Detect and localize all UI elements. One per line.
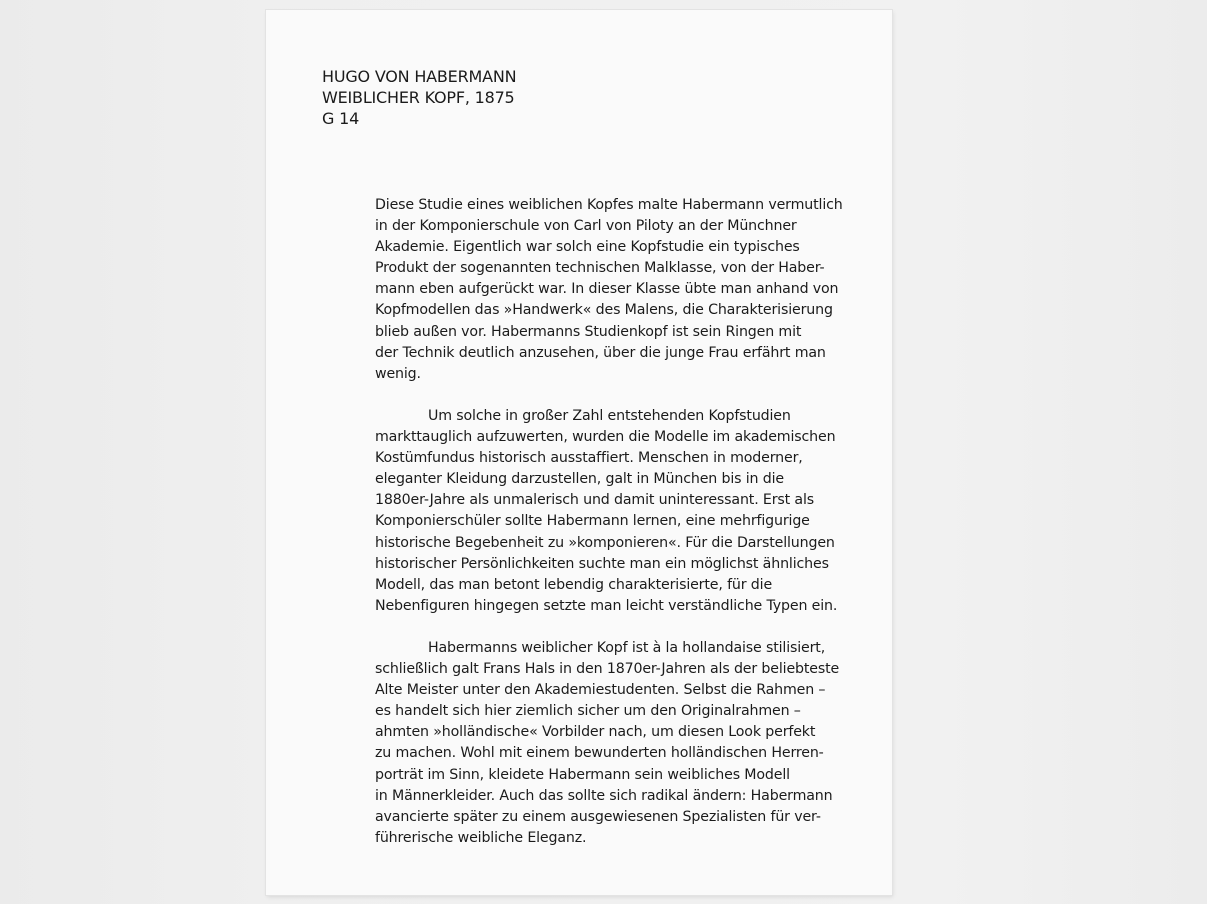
text-line: Diese Studie eines weiblichen Kopfes malte Habermann vermutlich bbox=[375, 197, 843, 213]
text-line: Modell, das man betont lebendig charakterisierte, für die bbox=[375, 576, 773, 593]
text-line: Komponierschüler sollte Habermann lernen, eine mehrfigurige bbox=[375, 513, 810, 530]
text-line: eleganter Kleidung darzustellen, galt in München bis in die bbox=[375, 471, 784, 488]
text-line: in Männerkleider. Auch das sollte sich radikal ändern: Habermann bbox=[375, 787, 833, 804]
text-line: blieb außen vor. Habermanns Studienkopf ist sein Ringen mit bbox=[375, 323, 802, 340]
paragraph-1 bbox=[375, 195, 845, 385]
text-line: schließlich galt Frans Hals in den 1870er-Jahren als der beliebteste bbox=[375, 661, 840, 678]
museum-label-card bbox=[266, 10, 892, 895]
text-line: 1880er-Jahre als unmalerisch und damit uninteressant. Erst als bbox=[375, 492, 815, 509]
text-line: markttauglich aufzuwerten, wurden die Modelle im akademischen bbox=[375, 429, 836, 446]
text-line: Habermanns weiblicher Kopf ist à la hollandaise stilisiert, bbox=[428, 639, 826, 656]
text-line: avancierte später zu einem ausgewiesenen Spezialisten für ver- bbox=[375, 808, 821, 825]
text-line: mann eben aufgerückt war. In dieser Klasse übte man anhand von bbox=[375, 281, 839, 298]
text-line: der Technik deutlich anzusehen, über die junge Frau erfährt man bbox=[375, 344, 826, 361]
text-line: porträt im Sinn, kleidete Habermann sein weibliches Modell bbox=[375, 766, 790, 783]
text-line: Kopfmodellen das »Handwerk« des Malens, die Charakterisierung bbox=[375, 302, 833, 319]
text-line: wenig. bbox=[375, 365, 421, 382]
text-line: Nebenfiguren hingegen setzte man leicht verständliche Typen ein. bbox=[375, 597, 838, 614]
artwork-title: WEIBLICHER KOPF, 1875 bbox=[322, 88, 515, 107]
paragraph-2 bbox=[375, 406, 845, 617]
label-text bbox=[375, 195, 845, 849]
text-line: Alte Meister unter den Akademiestudenten. Selbst die Rahmen – bbox=[375, 682, 826, 699]
text-line: Um solche in großer Zahl entstehenden Kopfstudien bbox=[428, 407, 791, 424]
label-header bbox=[322, 66, 516, 129]
text-line: es handelt sich hier ziemlich sicher um den Originalrahmen – bbox=[375, 703, 801, 720]
text-line: Kostümfundus historisch ausstaffiert. Menschen in moderner, bbox=[375, 450, 803, 467]
text-line: Produkt der sogenannten technischen Malklasse, von der Haber- bbox=[375, 260, 825, 277]
text-line: historischer Persönlichkeiten suchte man ein möglichst ähnliches bbox=[375, 555, 829, 572]
text-line: historische Begebenheit zu »komponieren«. Für die Darstellungen bbox=[375, 534, 835, 551]
text-line: zu machen. Wohl mit einem bewunderten holländischen Herren- bbox=[375, 745, 824, 762]
text-line: ahmten »holländische« Vorbilder nach, um diesen Look perfekt bbox=[375, 724, 816, 741]
text-line: führerische weibliche Eleganz. bbox=[375, 829, 587, 846]
artist-name: HUGO VON HABERMANN bbox=[322, 67, 517, 86]
text-line: Akademie. Eigentlich war solch eine Kopfstudie ein typisches bbox=[375, 239, 800, 256]
text-line: in der Komponierschule von Carl von Piloty an der Münchner bbox=[375, 218, 797, 235]
inventory-number: G 14 bbox=[322, 109, 360, 128]
paragraph-3 bbox=[375, 638, 845, 849]
